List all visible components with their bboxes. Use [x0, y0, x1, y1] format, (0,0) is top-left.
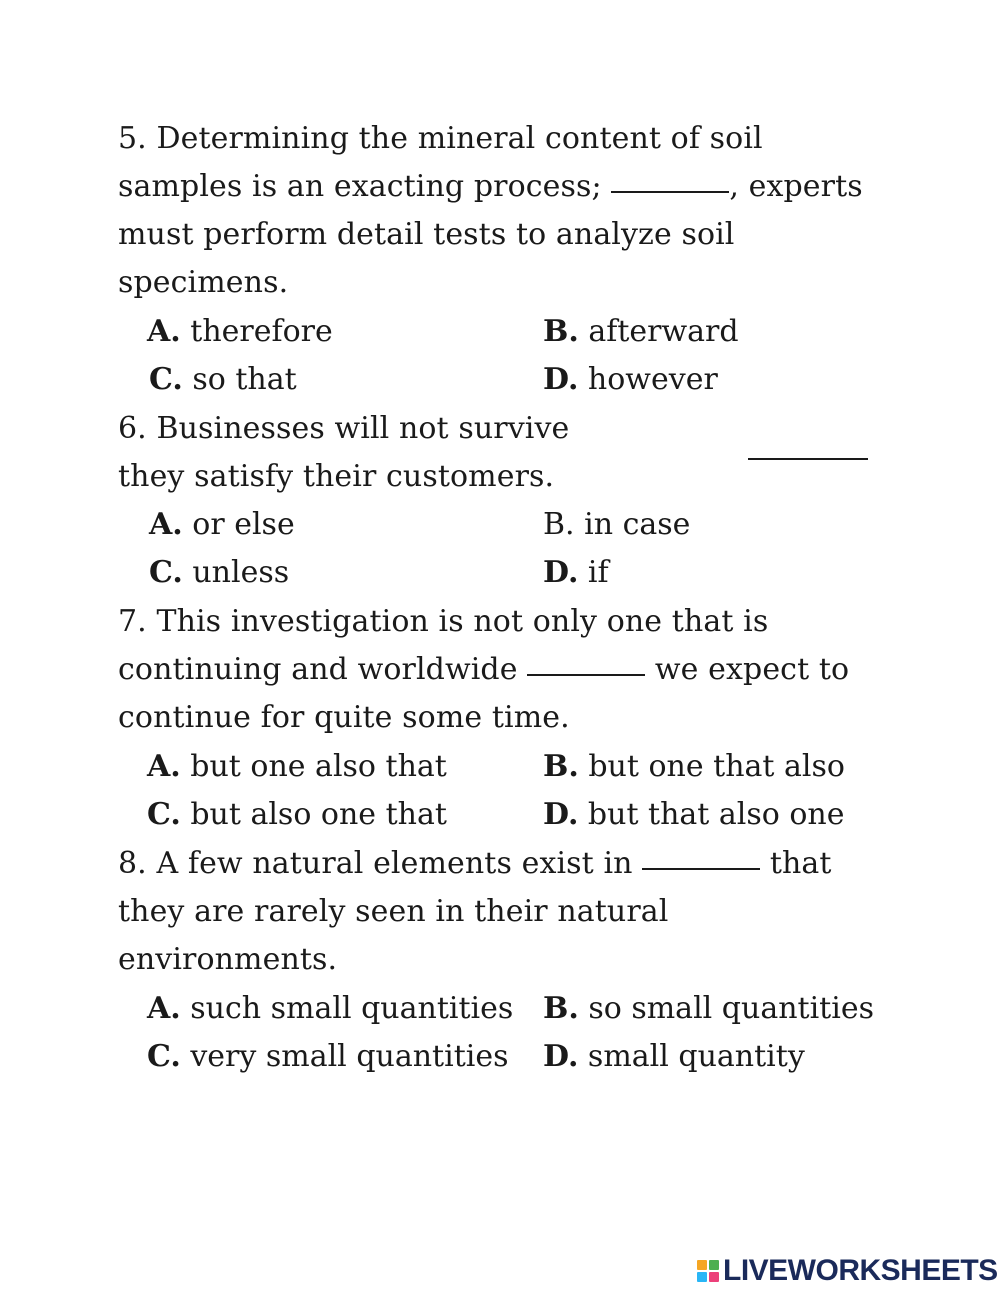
q7-option-c[interactable]: [147, 791, 447, 839]
q7-option-b-text: but one that also: [578, 749, 845, 784]
q5-line-3: must perform detail tests to analyze soil: [118, 217, 735, 252]
q5-option-c[interactable]: [149, 356, 297, 404]
q5-option-b-text: afterward: [578, 314, 739, 349]
q6-line-2: they satisfy their customers.: [118, 459, 555, 494]
q7-option-c-text: but also one that: [180, 797, 447, 832]
q5-option-d-letter: D.: [543, 362, 579, 397]
q6-option-b[interactable]: [543, 501, 690, 549]
logo-square-2: [709, 1260, 719, 1270]
q8-option-b-text: so small quantities: [578, 991, 874, 1026]
q6-option-a-text: or else: [182, 507, 295, 542]
q5-option-b[interactable]: [543, 308, 739, 356]
q8-text-after-blank: that: [760, 846, 832, 881]
q8-option-b-letter: B.: [543, 991, 579, 1026]
q8-line-3: environments.: [118, 942, 338, 977]
q7-option-c-letter: C.: [147, 797, 181, 832]
q8-option-a-text: such small quantities: [180, 991, 514, 1026]
q6-option-b-text: B. in case: [543, 507, 691, 542]
q6-line-1: 6. Businesses will not survive: [118, 411, 570, 446]
q7-text-before-blank: continuing and worldwide: [118, 652, 528, 687]
q8-option-c-text: very small quantities: [180, 1039, 509, 1074]
q7-line-2: [118, 646, 849, 694]
q5-option-a-text: therefore: [180, 314, 333, 349]
q8-line-2: they are rarely seen in their natural: [118, 894, 669, 929]
q7-option-a-letter: A.: [147, 749, 181, 784]
q8-option-a[interactable]: [147, 985, 513, 1033]
q8-option-d-text: small quantity: [578, 1039, 805, 1074]
q6-option-d-text: if: [578, 555, 609, 590]
q6-option-c-text: unless: [182, 555, 290, 590]
q7-text-after-blank: we expect to: [645, 652, 850, 687]
logo-square-3: [697, 1272, 707, 1282]
q5-answer-blank[interactable]: [611, 191, 729, 193]
q7-line-1: 7. This investigation is not only one that is: [118, 604, 769, 639]
q7-option-b[interactable]: [543, 743, 845, 791]
q8-answer-blank[interactable]: [642, 868, 760, 870]
q8-option-d[interactable]: [543, 1033, 805, 1081]
q6-option-a-letter: A.: [149, 507, 183, 542]
logo-square-4: [709, 1272, 719, 1282]
liveworksheets-logo-text: LIVEWORKSHEETS: [723, 1254, 998, 1287]
q7-line-3: continue for quite some time.: [118, 700, 570, 735]
q7-option-a[interactable]: [147, 743, 447, 791]
q7-option-d-letter: D.: [543, 797, 579, 832]
q5-option-b-letter: B.: [543, 314, 579, 349]
q6-option-c-letter: C.: [149, 555, 183, 590]
liveworksheets-logo[interactable]: [697, 1253, 998, 1289]
q5-option-d[interactable]: [543, 356, 718, 404]
q5-option-d-text: however: [578, 362, 718, 397]
q8-option-d-letter: D.: [543, 1039, 579, 1074]
q5-option-a[interactable]: [147, 308, 333, 356]
q6-option-d[interactable]: [543, 549, 609, 597]
q6-answer-blank[interactable]: [748, 428, 868, 460]
q6-option-d-letter: D.: [543, 555, 579, 590]
q6-option-a[interactable]: [149, 501, 295, 549]
logo-square-1: [697, 1260, 707, 1270]
q7-option-b-letter: B.: [543, 749, 579, 784]
q8-option-a-letter: A.: [147, 991, 181, 1026]
q5-option-c-text: so that: [182, 362, 297, 397]
q7-option-d-text: but that also one: [578, 797, 845, 832]
q7-option-d[interactable]: [543, 791, 845, 839]
q5-line-4: specimens.: [118, 265, 289, 300]
q5-option-c-letter: C.: [149, 362, 183, 397]
q8-option-b[interactable]: [543, 985, 874, 1033]
q5-line-2: [118, 163, 863, 211]
q5-text-before-blank: samples is an exacting process;: [118, 169, 612, 204]
q5-line-1: 5. Determining the mineral content of soil: [118, 121, 763, 156]
q5-option-a-letter: A.: [147, 314, 181, 349]
q8-option-c[interactable]: [147, 1033, 509, 1081]
q6-option-c[interactable]: [149, 549, 289, 597]
q7-option-a-text: but one also that: [180, 749, 447, 784]
q7-answer-blank[interactable]: [527, 674, 645, 676]
q5-text-after-blank: , experts: [729, 169, 863, 204]
q8-text-before-blank: 8. A few natural elements exist in: [118, 846, 643, 881]
liveworksheets-logo-icon: [697, 1260, 719, 1282]
q8-option-c-letter: C.: [147, 1039, 181, 1074]
q8-line-1: [118, 840, 832, 888]
